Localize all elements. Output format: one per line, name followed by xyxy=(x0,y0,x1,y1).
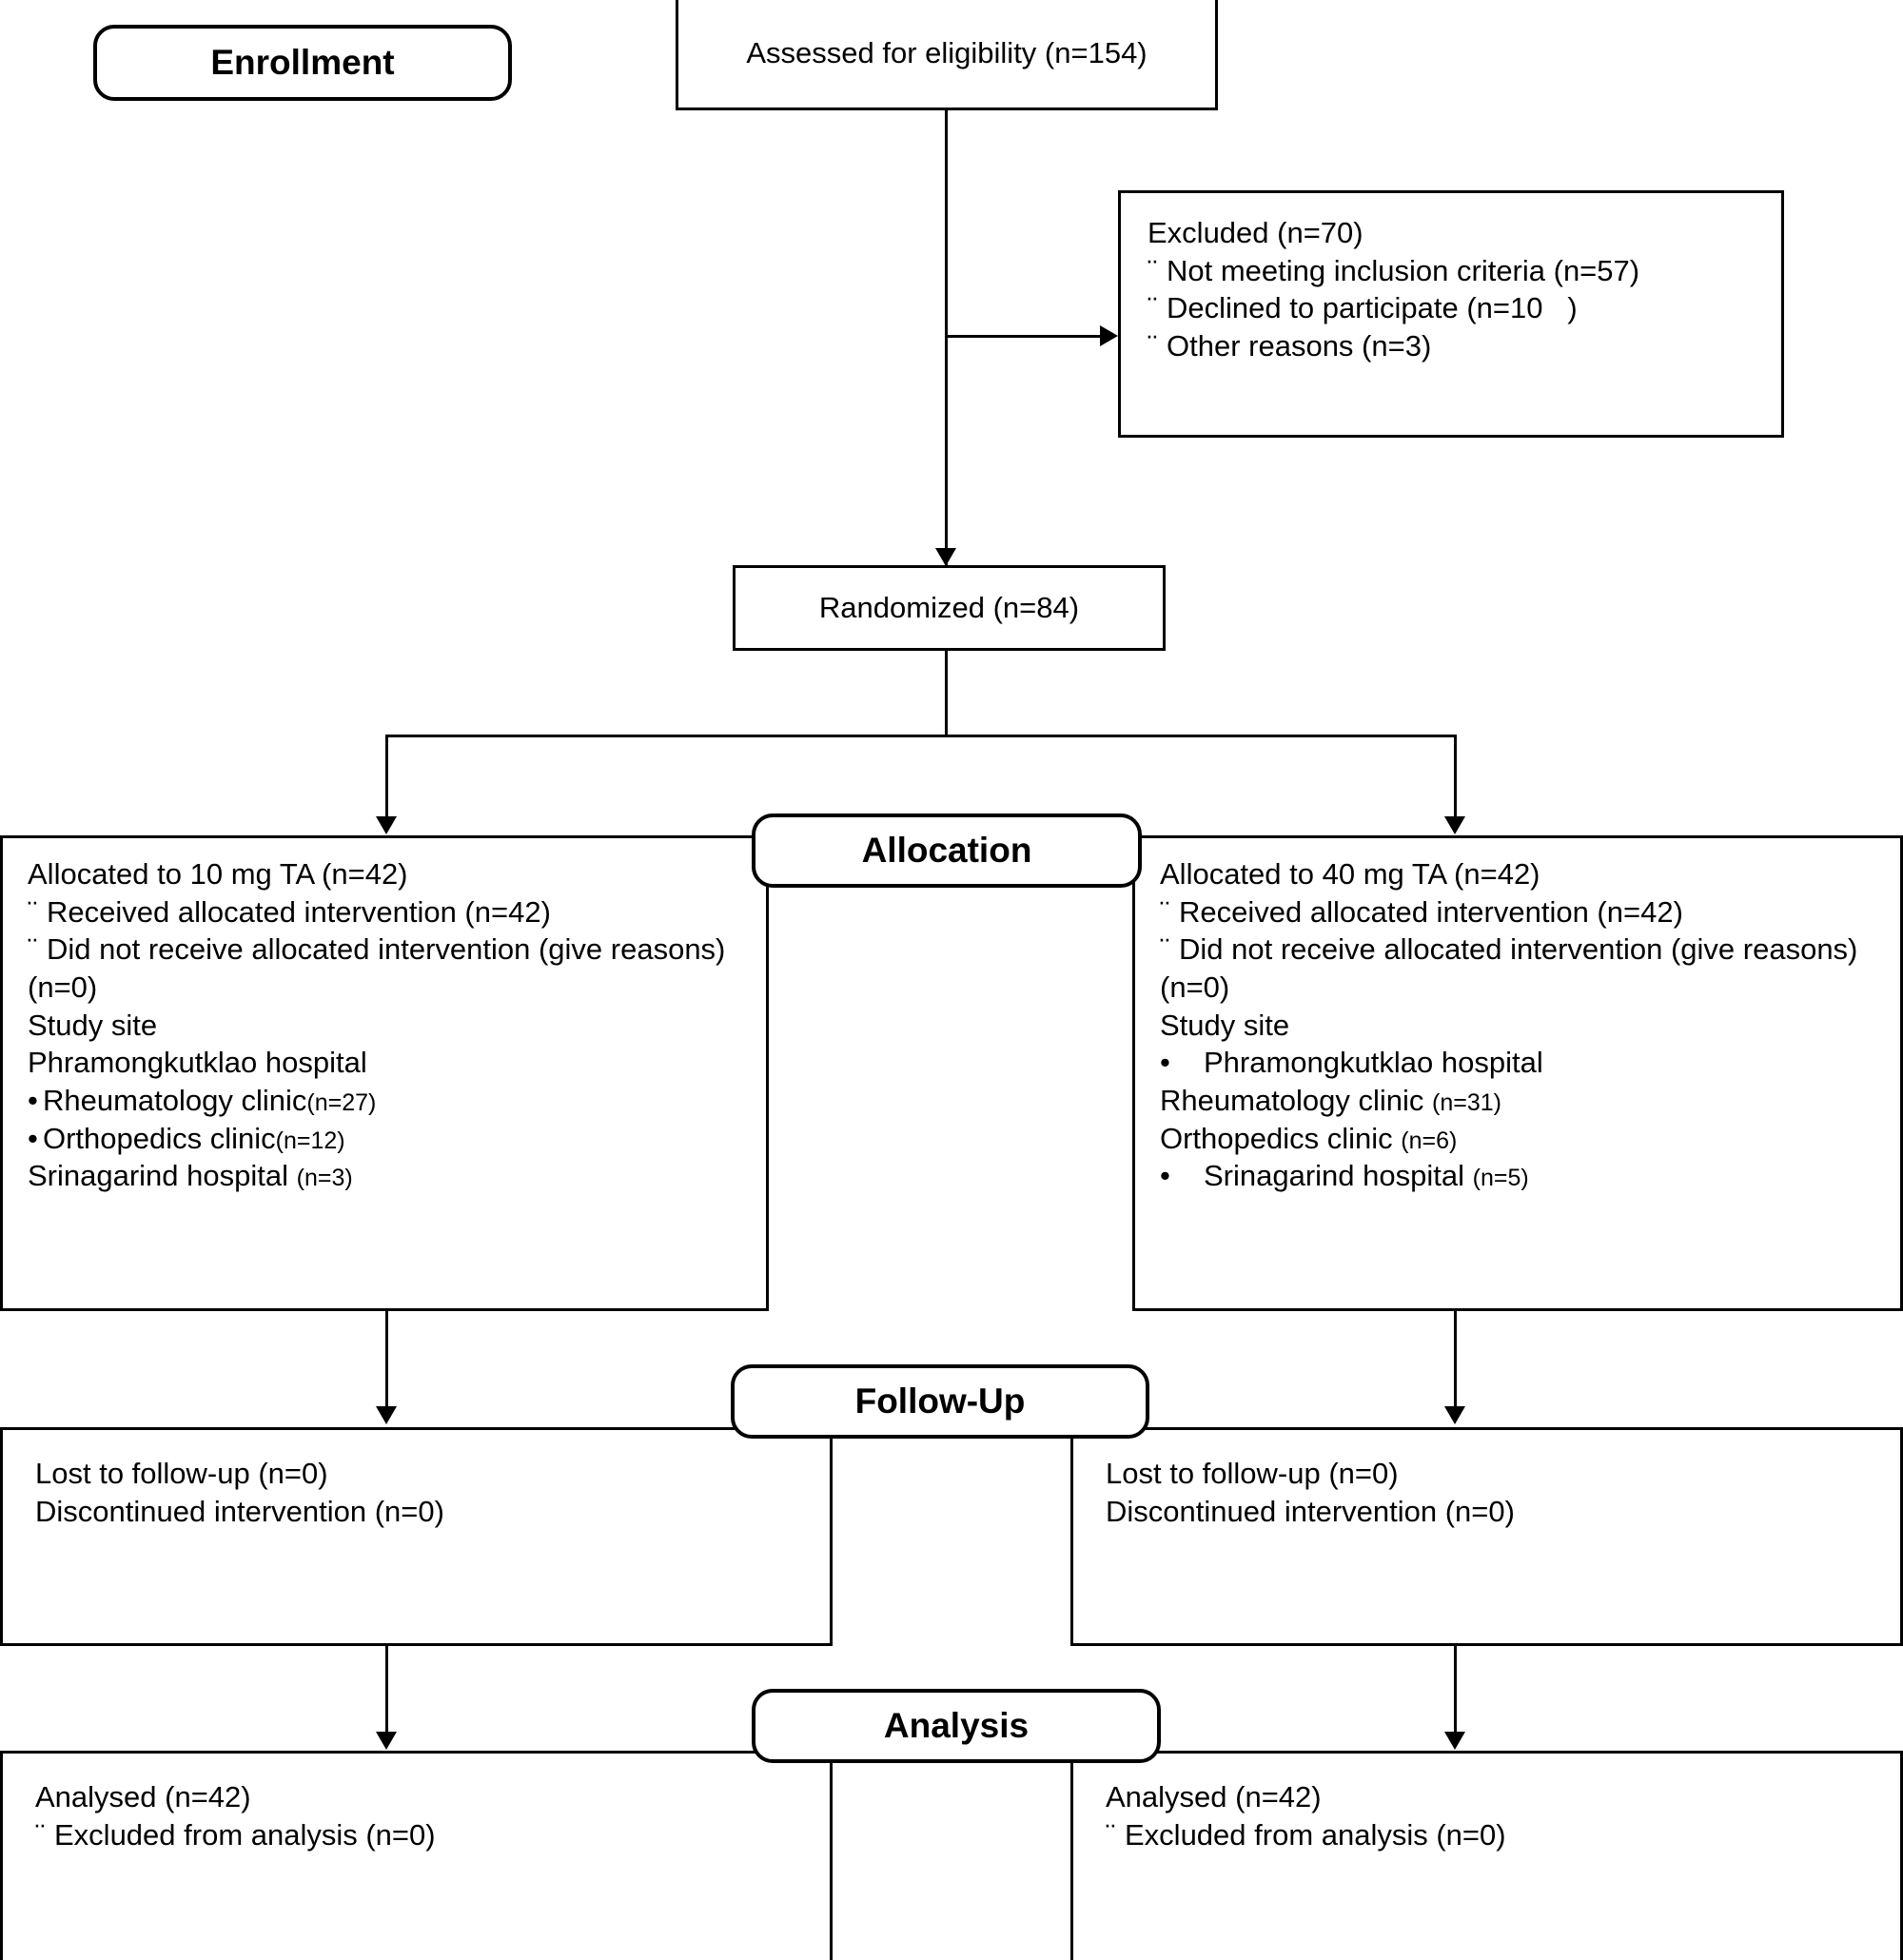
stage-label-enrollment xyxy=(93,25,512,101)
node-excluded-item-1: ¨ Declined to participate (n=10 ) xyxy=(1148,289,1768,327)
alloc-right-received: ¨ Received allocated intervention (n=42) xyxy=(1160,893,1887,931)
node-followup-left xyxy=(0,1427,833,1646)
alloc-left-received: ¨ Received allocated intervention (n=42) xyxy=(28,893,753,931)
arrowhead-alloc-right xyxy=(1444,816,1465,834)
node-assessed-for-eligibility xyxy=(676,0,1218,110)
connector-split-horizontal xyxy=(385,735,1456,737)
alloc-right-heading: Allocated to 40 mg TA (n=42) xyxy=(1160,857,1540,891)
connector-assessed-to-randomized xyxy=(945,110,948,565)
stage-label-analysis xyxy=(752,1689,1161,1763)
connector-followup-left-to-analysis xyxy=(385,1646,388,1732)
node-excluded-heading: Excluded (n=70) xyxy=(1148,216,1363,249)
node-analysis-right xyxy=(1070,1751,1903,1960)
alloc-left-clinic1: • Rheumatology clinic xyxy=(28,1084,306,1117)
connector-followup-right-to-analysis xyxy=(1454,1646,1457,1732)
stage-label-allocation-text: Allocation xyxy=(861,831,1032,870)
alloc-right-clinic1: Rheumatology clinic xyxy=(1160,1084,1424,1118)
stage-label-followup xyxy=(731,1364,1149,1439)
node-randomized-text: Randomized (n=84) xyxy=(818,591,1080,625)
alloc-left-not-received: ¨ Did not receive allocated intervention (give reasons) (n=0) xyxy=(28,931,753,1006)
stage-label-enrollment-text: Enrollment xyxy=(210,43,395,82)
alloc-left-site1: Phramongkutklao hospital xyxy=(28,1046,367,1080)
arrowhead-to-randomized xyxy=(935,548,956,566)
analysis-left-analysed: Analysed (n=42) xyxy=(35,1780,251,1813)
alloc-left-site2-n: (n=3) xyxy=(296,1165,353,1192)
stage-label-analysis-text: Analysis xyxy=(883,1706,1030,1745)
connector-split-left-down xyxy=(385,735,388,816)
arrowhead-to-excluded xyxy=(1100,325,1118,346)
alloc-left-site2: Srinagarind hospital xyxy=(28,1159,289,1193)
node-allocation-left xyxy=(0,835,769,1311)
alloc-right-not-received: ¨ Did not receive allocated intervention (give reasons) (n=0) xyxy=(1160,931,1887,1006)
node-randomized xyxy=(733,565,1166,651)
alloc-right-site2-n: (n=5) xyxy=(1472,1165,1529,1192)
arrowhead-followup-right xyxy=(1444,1406,1465,1424)
alloc-left-clinic1-n: (n=27) xyxy=(306,1089,377,1117)
alloc-left-clinic2-n: (n=12) xyxy=(275,1127,345,1154)
alloc-left-heading: Allocated to 10 mg TA (n=42) xyxy=(28,857,408,891)
follow-right-lost: Lost to follow-up (n=0) xyxy=(1106,1457,1399,1490)
alloc-right-site-label: Study site xyxy=(1160,1008,1290,1042)
arrowhead-analysis-right xyxy=(1444,1732,1465,1750)
arrowhead-followup-left xyxy=(376,1406,397,1424)
stage-label-allocation xyxy=(752,813,1142,888)
alloc-right-site2: • Srinagarind hospital xyxy=(1160,1159,1464,1192)
follow-left-lost: Lost to follow-up (n=0) xyxy=(35,1457,328,1490)
arrowhead-analysis-left xyxy=(376,1732,397,1750)
node-assessed-text: Assessed for eligibility (n=154) xyxy=(746,36,1148,70)
alloc-right-site1: • Phramongkutklao hospital xyxy=(1160,1044,1887,1082)
stage-label-followup-text: Follow-Up xyxy=(854,1382,1026,1421)
node-followup-right xyxy=(1070,1427,1903,1646)
node-excluded-item-0: ¨ Not meeting inclusion criteria (n=57) xyxy=(1148,252,1768,290)
arrowhead-alloc-left xyxy=(376,816,397,834)
alloc-right-clinic2-n: (n=6) xyxy=(1401,1127,1458,1154)
alloc-left-clinic2: • Orthopedics clinic xyxy=(28,1122,276,1155)
follow-right-discontinued: Discontinued intervention (n=0) xyxy=(1106,1494,1515,1528)
connector-to-excluded xyxy=(945,335,1100,338)
connector-alloc-left-to-followup xyxy=(385,1311,388,1406)
analysis-right-analysed: Analysed (n=42) xyxy=(1106,1780,1322,1813)
node-allocation-right xyxy=(1132,835,1903,1311)
node-analysis-left xyxy=(0,1751,833,1960)
connector-alloc-right-to-followup xyxy=(1454,1311,1457,1406)
node-excluded-item-2: ¨ Other reasons (n=3) xyxy=(1148,327,1768,365)
alloc-left-site-label: Study site xyxy=(28,1008,158,1042)
connector-split-right-down xyxy=(1454,735,1457,816)
analysis-left-excluded: ¨ Excluded from analysis (n=0) xyxy=(35,1816,816,1854)
follow-left-discontinued: Discontinued intervention (n=0) xyxy=(35,1494,444,1528)
node-excluded xyxy=(1118,190,1784,438)
analysis-right-excluded: ¨ Excluded from analysis (n=0) xyxy=(1106,1816,1887,1854)
connector-randomized-down xyxy=(945,651,948,735)
alloc-right-clinic2: Orthopedics clinic xyxy=(1160,1121,1393,1155)
alloc-right-clinic1-n: (n=31) xyxy=(1432,1089,1502,1117)
